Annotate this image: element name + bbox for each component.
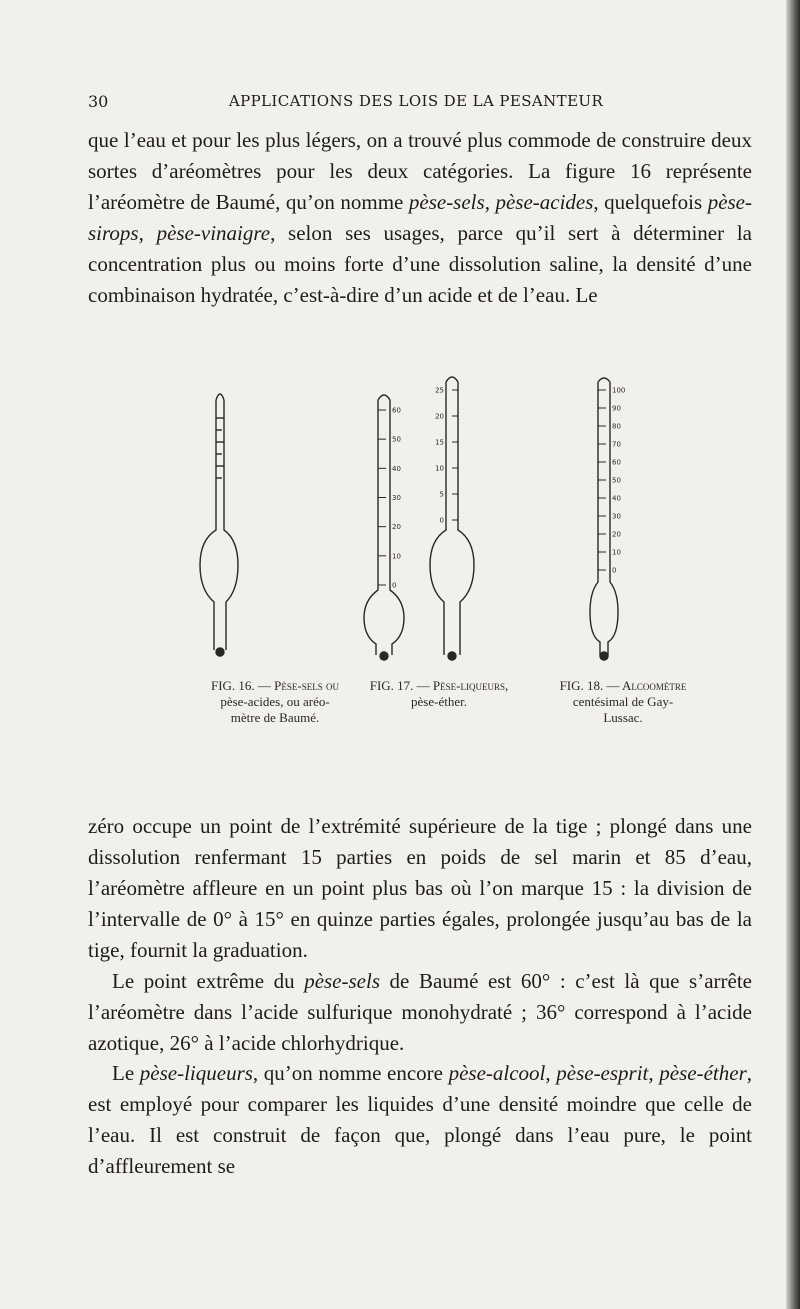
fig17a-scale-label: 50 xyxy=(392,435,401,444)
hydrometer-illustrations xyxy=(180,360,700,670)
fig17a-scale-label: 30 xyxy=(392,494,401,502)
term-pese-vinaigre: pèse-vinaigre xyxy=(156,221,271,245)
page-edge-shadow xyxy=(786,0,800,1309)
fig18-scale-label: 30 xyxy=(612,512,621,521)
caption-fig17: FIG. 17. — Pèse-liqueurs, pèse-éther. xyxy=(369,678,509,709)
fig18-scale-label: 70 xyxy=(612,440,621,449)
term-pese-sels: pèse-sels xyxy=(408,190,485,214)
fig18-scale-label: 50 xyxy=(612,476,621,485)
term-pese-liqueurs: pèse-liqueurs xyxy=(139,1061,253,1085)
paragraph-3: Le point extrême du pèse-sels de Baumé est 60° : c’est là que s’arrête l’aréomètre dans l’acide sulfurique monohydraté ; 36° correspond à l’acide azotique, 26° à l’acide chlorhydrique. xyxy=(88,969,752,1055)
figures-plate xyxy=(180,360,700,670)
fig17a-scale-label: 60 xyxy=(392,406,401,415)
term-pese-esprit: pèse-esprit xyxy=(556,1061,649,1085)
fig18-scale-label: 60 xyxy=(612,458,621,467)
fig17b-scale-label: 10 xyxy=(435,464,444,473)
fig17b-scale-label: 0 xyxy=(439,516,444,525)
fig17a-scale-label: 20 xyxy=(392,523,401,532)
page-number: 30 xyxy=(88,92,109,111)
paragraph-2: zéro occupe un point de l’extrémité supérieure de la tige ; plongé dans une dissolution renfermant 15 parties en poids de sel marin et 85 d’eau, l’aréomètre affleure en un point plus bas où l’on marque 15 : la division de l’intervalle de 0° à 15° en quinze parties égales, prolongée jusqu’au bas de la tige, fournit la graduation. xyxy=(88,814,752,962)
term-pese-sels-2: pèse-sels xyxy=(304,969,380,993)
caption-fig18: FIG. 18. — Alcoomètre centésimal de Gay- Lussac. xyxy=(559,678,687,725)
hydrometer-fig16 xyxy=(200,394,238,656)
fig17b-scale-label: 5 xyxy=(439,490,444,499)
term-pese-acides: pèse-acides xyxy=(495,190,594,214)
fig17a-scale-label: 10 xyxy=(392,552,401,561)
fig18-scale-label: 80 xyxy=(612,422,621,431)
fig18-scale-label: 100 xyxy=(612,386,626,395)
fig17a-scale-label: 0 xyxy=(392,581,397,590)
caption-fig16: FIG. 16. — Pèse-sels ou pèse-acides, ou aréo- mètre de Baumé. xyxy=(210,678,339,725)
term-pese-alcool: pèse-alcool xyxy=(448,1061,546,1085)
paragraph-1: que l’eau et pour les plus légers, on a trouvé plus commode de construire deux sortes d’aréomètres pour les deux catégories. La figure 16 représente l’aréomètre de Baumé, qu’on nomme pèse-sels, pèse-acides, quelquefois pèse-sirops, pèse-vinaigre, selon ses usages, parce qu’il sert à déterminer la concentration plus ou moins forte d’une dissolution saline, la densité d’une combinaison hydratée, c’est-à-dire d’un acide et de l’eau. Le xyxy=(88,128,752,307)
term-pese-sirops: pèse-sirops xyxy=(88,190,752,245)
fig17b-scale-label: 15 xyxy=(435,438,444,447)
fig17b-scale-label: 20 xyxy=(435,412,444,421)
term-pese-ether: pèse-éther xyxy=(659,1061,747,1085)
fig18-scale-label: 0 xyxy=(612,566,617,575)
fig18-scale-label: 20 xyxy=(612,530,621,539)
page-header xyxy=(88,92,744,114)
fig18-scale-label: 40 xyxy=(612,494,621,503)
paragraph-4: Le pèse-liqueurs, qu’on nomme encore pèse-alcool, pèse-esprit, pèse-éther, est employé pour comparer les liquides d’une densité moindre que celle de l’eau. Il est construit de façon que, plongé dans l’eau pure, le point d’affleurement se xyxy=(88,1061,752,1178)
fig18-scale-label: 10 xyxy=(612,548,621,557)
running-title: APPLICATIONS DES LOIS DE LA PESANTEUR xyxy=(228,92,604,110)
fig17a-scale-label: 40 xyxy=(392,464,401,473)
fig17b-scale-label: 25 xyxy=(435,386,444,395)
fig18-scale-label: 90 xyxy=(612,404,621,413)
